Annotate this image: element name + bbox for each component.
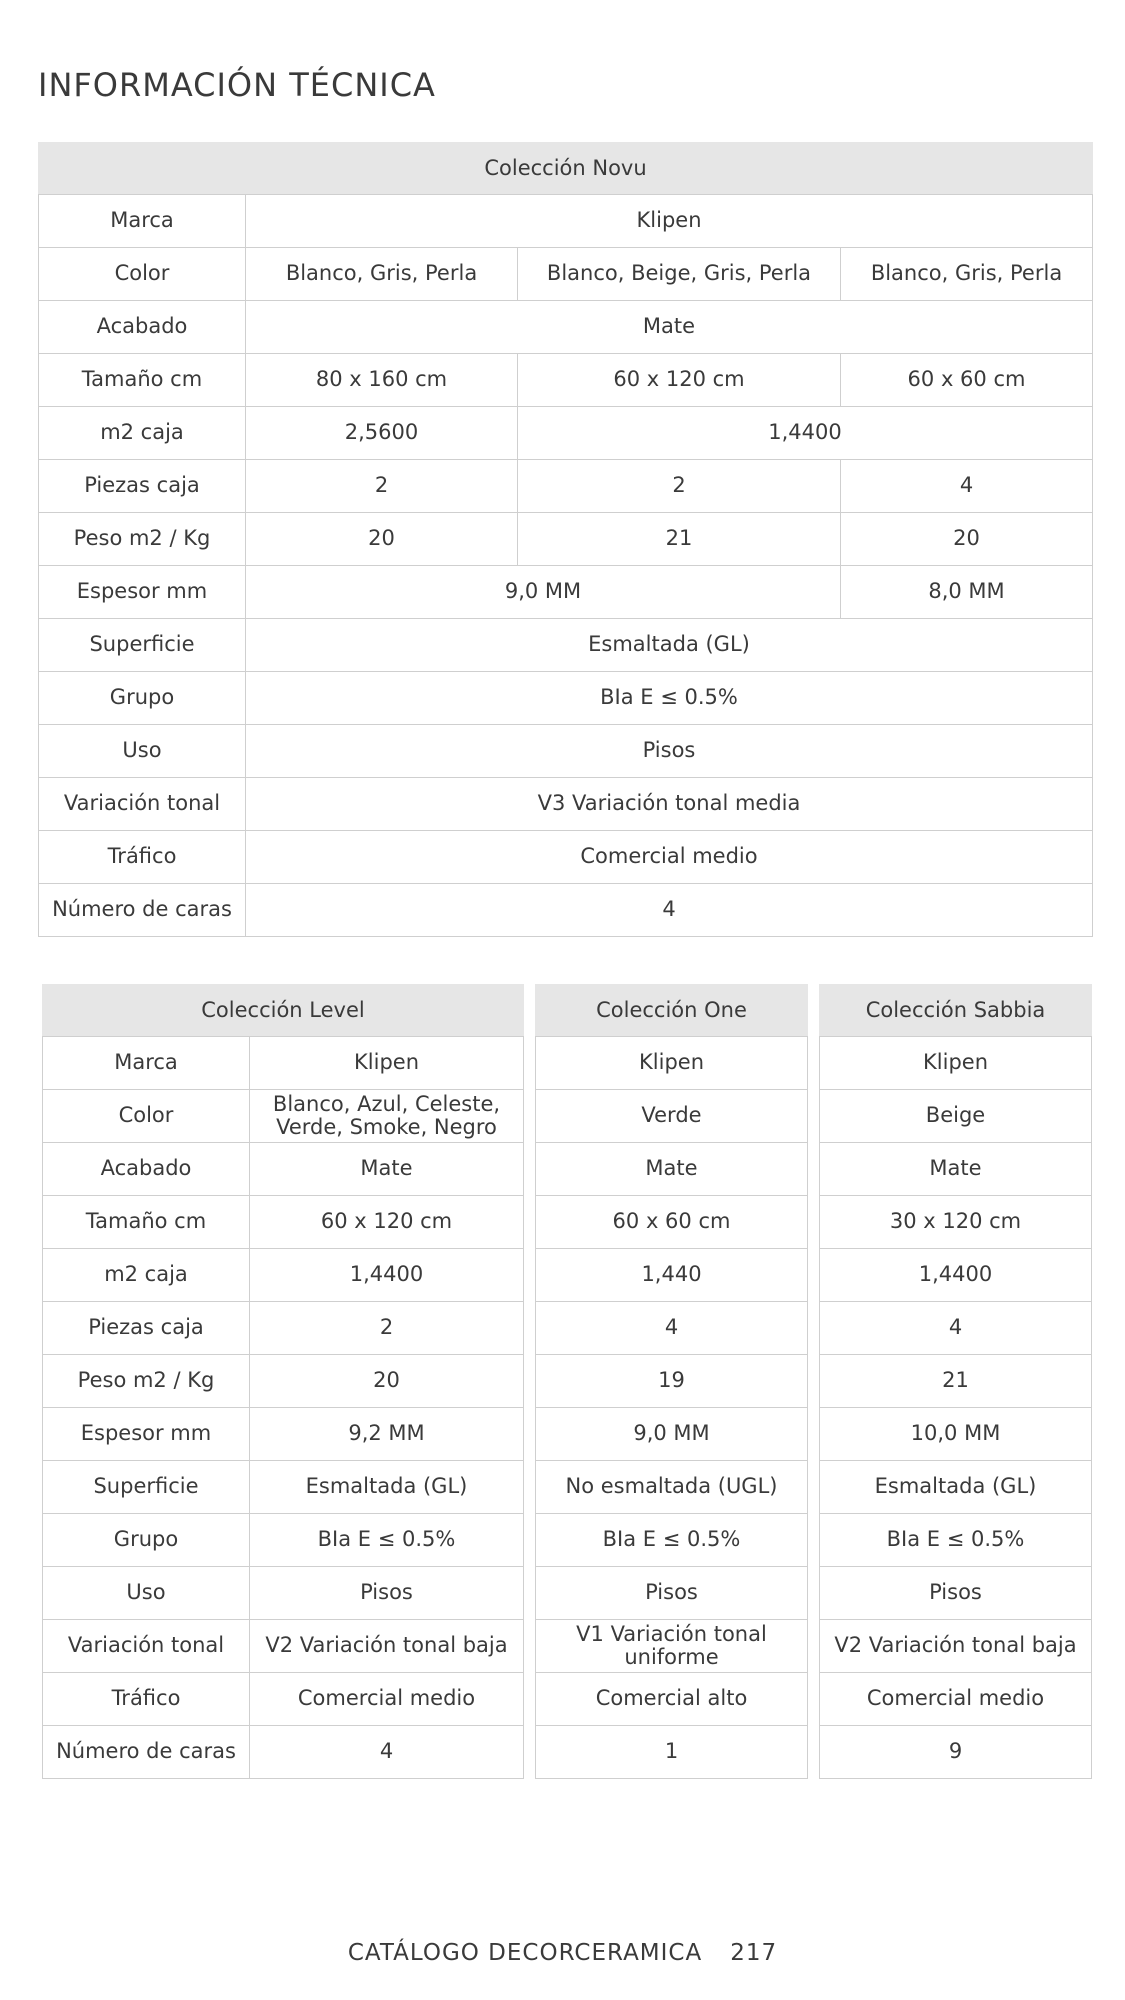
one-table (535, 984, 808, 1779)
cell-value: No esmaltada (UGL) (536, 1461, 808, 1514)
table-row (536, 1461, 808, 1514)
cell-value: Blanco, Azul, Celeste, Verde, Smoke, Negro (250, 1090, 524, 1143)
table-row (820, 1037, 1092, 1090)
table-row (820, 1196, 1092, 1249)
cell-value: Comercial alto (536, 1673, 808, 1726)
cell-value: Mate (820, 1143, 1092, 1196)
cell-value: Blanco, Beige, Gris, Perla (518, 248, 841, 301)
cell-value: 20 (250, 1355, 524, 1408)
cell-value: Verde (536, 1090, 808, 1143)
row-label: Acabado (43, 1143, 250, 1196)
row-label: Superficie (39, 619, 246, 672)
row-label: Piezas caja (39, 460, 246, 513)
cell-value: Beige (820, 1090, 1092, 1143)
row-label: Número de caras (39, 884, 246, 937)
cell-value: BIa E ≤ 0.5% (246, 672, 1093, 725)
table-row (39, 725, 1093, 778)
page-number: 217 (730, 1940, 778, 1966)
table-row (39, 513, 1093, 566)
table-row (43, 1726, 524, 1779)
cell-value: Pisos (250, 1567, 524, 1620)
cell-value: 4 (536, 1302, 808, 1355)
table-row (39, 884, 1093, 937)
level-header: Colección Level (43, 985, 524, 1037)
cell-value: Mate (250, 1143, 524, 1196)
cell-value: 9 (820, 1726, 1092, 1779)
row-label: Variación tonal (39, 778, 246, 831)
table-row (536, 1408, 808, 1461)
novu-header: Colección Novu (39, 143, 1093, 195)
table-row (39, 619, 1093, 672)
table-row (39, 301, 1093, 354)
row-label: Espesor mm (43, 1408, 250, 1461)
table-row (39, 248, 1093, 301)
row-label: Marca (39, 195, 246, 248)
cell-value: 20 (841, 513, 1093, 566)
table-row (536, 1673, 808, 1726)
cell-value: 60 x 120 cm (250, 1196, 524, 1249)
cell-value: 19 (536, 1355, 808, 1408)
row-label: Grupo (43, 1514, 250, 1567)
cell-value: Comercial medio (820, 1673, 1092, 1726)
cell-value: 10,0 MM (820, 1408, 1092, 1461)
level-table (42, 984, 524, 1779)
row-label: Superficie (43, 1461, 250, 1514)
cell-value: 2 (250, 1302, 524, 1355)
cell-value: 1,4400 (518, 407, 1093, 460)
cell-value: 4 (820, 1302, 1092, 1355)
table-row (820, 1620, 1092, 1673)
sabbia-header: Colección Sabbia (820, 985, 1092, 1037)
table-row (820, 1408, 1092, 1461)
row-label: Acabado (39, 301, 246, 354)
table-row (536, 1249, 808, 1302)
cell-value: Esmaltada (GL) (246, 619, 1093, 672)
cell-value: 60 x 60 cm (536, 1196, 808, 1249)
cell-value: 21 (518, 513, 841, 566)
cell-value: 60 x 60 cm (841, 354, 1093, 407)
novu-table (38, 142, 1093, 937)
row-label: Tamaño cm (39, 354, 246, 407)
cell-value: 4 (841, 460, 1093, 513)
table-row (43, 1620, 524, 1673)
table-row (39, 831, 1093, 884)
row-label: Tráfico (39, 831, 246, 884)
cell-value: Klipen (536, 1037, 808, 1090)
table-row (536, 1090, 808, 1143)
cell-value: V1 Variación tonal uniforme (536, 1620, 808, 1673)
table-row (820, 1567, 1092, 1620)
page-footer (0, 1940, 1125, 1966)
table-row (536, 1037, 808, 1090)
table-row (43, 1673, 524, 1726)
cell-value: 4 (246, 884, 1093, 937)
table-row (536, 1302, 808, 1355)
cell-value: Esmaltada (GL) (250, 1461, 524, 1514)
table-row (820, 1673, 1092, 1726)
table-row (820, 1249, 1092, 1302)
cell-value: 9,0 MM (246, 566, 841, 619)
cell-value: 2 (518, 460, 841, 513)
row-label: Color (43, 1090, 250, 1143)
table-row (536, 1355, 808, 1408)
cell-value: 80 x 160 cm (246, 354, 518, 407)
table-row (43, 1302, 524, 1355)
row-label: Peso m2 / Kg (39, 513, 246, 566)
table-row (43, 1461, 524, 1514)
cell-value: Pisos (246, 725, 1093, 778)
cell-value: 8,0 MM (841, 566, 1093, 619)
sabbia-table (819, 984, 1092, 1779)
table-row (43, 1249, 524, 1302)
footer-catalog-name: CATÁLOGO DECORCERAMICA (347, 1940, 703, 1966)
one-header: Colección One (536, 985, 808, 1037)
table-row (820, 1355, 1092, 1408)
row-label: Marca (43, 1037, 250, 1090)
row-label: Peso m2 / Kg (43, 1355, 250, 1408)
table-row (43, 1567, 524, 1620)
cell-value: Blanco, Gris, Perla (841, 248, 1093, 301)
cell-value: Pisos (820, 1567, 1092, 1620)
cell-value: 1,440 (536, 1249, 808, 1302)
cell-value: Klipen (250, 1037, 524, 1090)
cell-value: Comercial medio (250, 1673, 524, 1726)
table-row (820, 1090, 1092, 1143)
cell-value: 9,0 MM (536, 1408, 808, 1461)
cell-value: Blanco, Gris, Perla (246, 248, 518, 301)
cell-value: Mate (246, 301, 1093, 354)
table-row (820, 1461, 1092, 1514)
row-label: m2 caja (43, 1249, 250, 1302)
cell-value: 4 (250, 1726, 524, 1779)
page-title: INFORMACIÓN TÉCNICA (38, 66, 436, 104)
row-label: Variación tonal (43, 1620, 250, 1673)
row-label: Grupo (39, 672, 246, 725)
table-row (820, 1726, 1092, 1779)
table-row (43, 1037, 524, 1090)
row-label: Número de caras (43, 1726, 250, 1779)
cell-value: Klipen (246, 195, 1093, 248)
table-row (536, 1726, 808, 1779)
table-row (536, 1143, 808, 1196)
row-label: m2 caja (39, 407, 246, 460)
table-row (39, 672, 1093, 725)
row-label: Uso (39, 725, 246, 778)
cell-value: V3 Variación tonal media (246, 778, 1093, 831)
cell-value: 21 (820, 1355, 1092, 1408)
table-row (536, 1620, 808, 1673)
table-row (39, 566, 1093, 619)
row-label: Uso (43, 1567, 250, 1620)
table-row (43, 1408, 524, 1461)
cell-value: 1 (536, 1726, 808, 1779)
table-row (39, 407, 1093, 460)
cell-value: Esmaltada (GL) (820, 1461, 1092, 1514)
cell-value: 2,5600 (246, 407, 518, 460)
cell-value: 1,4400 (250, 1249, 524, 1302)
cell-value: V2 Variación tonal baja (250, 1620, 524, 1673)
table-row (39, 460, 1093, 513)
table-row (820, 1143, 1092, 1196)
cell-value: BIa E ≤ 0.5% (820, 1514, 1092, 1567)
cell-value: 20 (246, 513, 518, 566)
table-row (820, 1514, 1092, 1567)
cell-value: Pisos (536, 1567, 808, 1620)
cell-value: Comercial medio (246, 831, 1093, 884)
row-label: Espesor mm (39, 566, 246, 619)
cell-value: BIa E ≤ 0.5% (250, 1514, 524, 1567)
table-row (43, 1355, 524, 1408)
cell-value: V2 Variación tonal baja (820, 1620, 1092, 1673)
table-row (536, 1196, 808, 1249)
table-row (536, 1514, 808, 1567)
cell-value: Mate (536, 1143, 808, 1196)
cell-value: 9,2 MM (250, 1408, 524, 1461)
table-row (820, 1302, 1092, 1355)
cell-value: 2 (246, 460, 518, 513)
table-row (39, 354, 1093, 407)
row-label: Tamaño cm (43, 1196, 250, 1249)
cell-value: 60 x 120 cm (518, 354, 841, 407)
row-label: Tráfico (43, 1673, 250, 1726)
table-row (43, 1090, 524, 1143)
cell-value: BIa E ≤ 0.5% (536, 1514, 808, 1567)
table-row (39, 778, 1093, 831)
table-row (536, 1567, 808, 1620)
cell-value: 30 x 120 cm (820, 1196, 1092, 1249)
row-label: Color (39, 248, 246, 301)
table-row (43, 1514, 524, 1567)
table-row (43, 1196, 524, 1249)
row-label: Piezas caja (43, 1302, 250, 1355)
table-row (39, 195, 1093, 248)
cell-value: Klipen (820, 1037, 1092, 1090)
cell-value: 1,4400 (820, 1249, 1092, 1302)
table-row (43, 1143, 524, 1196)
